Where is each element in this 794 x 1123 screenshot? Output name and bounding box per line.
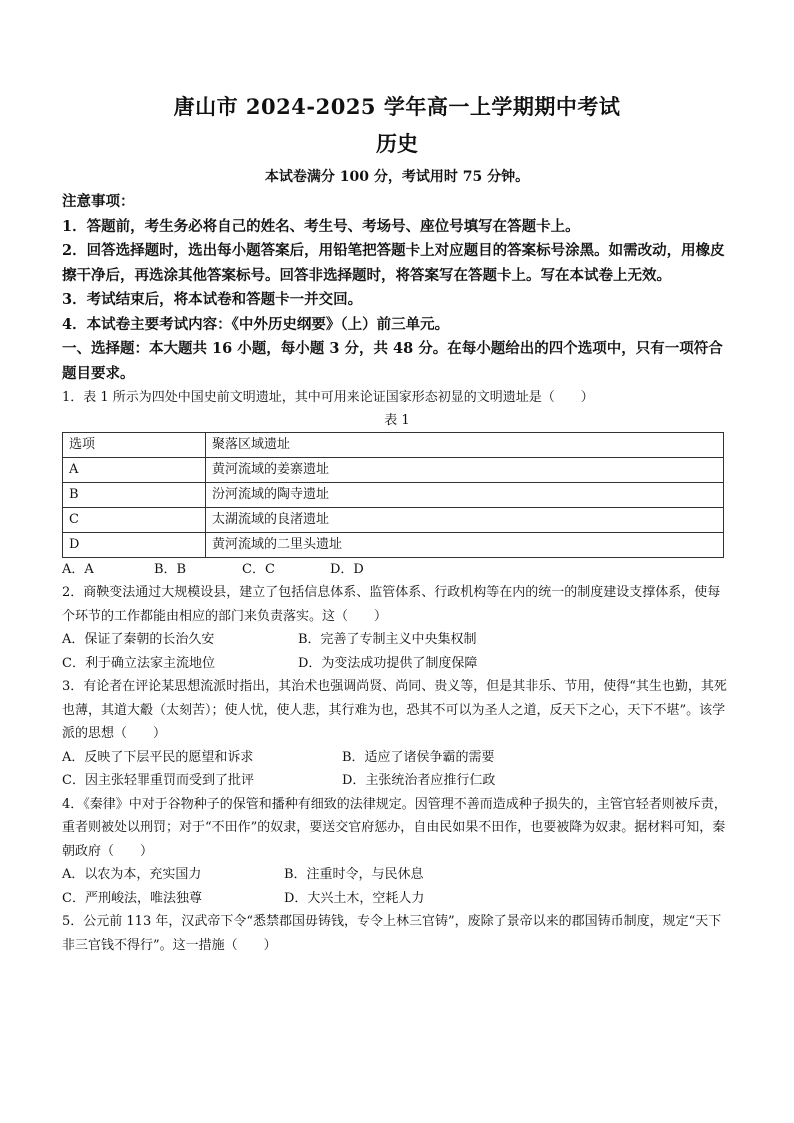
option-b: B．B [154, 561, 187, 577]
question-5-stem: 5．公元前 113 年，汉武帝下令“悉禁郡国毋铸钱，专令上林三官铸”，废除了景帝以来的郡国铸币制度，规定“天下非三官钱不得行”。这一措施（ ） [62, 914, 722, 953]
option-a: A．保证了秦朝的长治久安 [62, 632, 215, 647]
table-row [63, 532, 724, 557]
subject-title: 历史 [376, 131, 418, 156]
table-cell: 汾河流域的陶寺遗址 [206, 482, 724, 507]
table-header-cell: 选项 [63, 432, 206, 457]
table-cell: D [63, 532, 206, 557]
option-c: C．严刑峻法，唯法独尊 [62, 890, 202, 906]
question-2-options-row [62, 628, 732, 652]
table-header-cell: 聚落区域遗址 [206, 432, 724, 457]
question-3-options-row [62, 769, 732, 793]
option-b: B．注重时令，与民休息 [284, 867, 424, 882]
table-cell: C [63, 507, 206, 532]
option-c: C．C [242, 561, 275, 577]
table-cell: 黄河流域的二里头遗址 [206, 532, 724, 557]
notice-item: 1．答题前，考生务必将自己的姓名、考生号、考场号、座位号填写在答题卡上。 [62, 217, 580, 235]
question-3-options-row [62, 746, 732, 770]
option-a: A．A [62, 561, 94, 577]
question-4-options-row [62, 887, 732, 911]
question-1-stem: 1．表 1 所示为四处中国史前文明遗址，其中可用来论证国家形态初显的文明遗址是（ ） [62, 390, 594, 405]
notice-item: 2．回答选择题时，选出每小题答案后，用铅笔把答题卡上对应题目的答案标号涂黑。如需改动，用橡皮擦干净后，再选涂其他答案标号。回答非选择题时，将答案写在答题卡上。写在本试卷上无效。 [62, 242, 725, 284]
table-header-row [63, 432, 724, 457]
score-note: 本试卷满分 100 分，考试用时 75 分钟。 [264, 169, 530, 185]
table-cell: 太湖流域的良渚遗址 [206, 507, 724, 532]
option-a: A．反映了下层平民的愿望和诉求 [62, 749, 254, 765]
exam-title: 唐山市 2024-2025 学年高一上学期期中考试 [173, 94, 621, 119]
option-d: D．D [330, 561, 364, 577]
table-cell: B [63, 482, 206, 507]
notice-item: 4．本试卷主要考试内容：《中外历史纲要》（上）前三单元。 [62, 315, 450, 333]
section-heading: 一、选择题：本大题共 16 小题，每小题 3 分，共 48 分。在每小题给出的四个选项中，只有一项符合题目要求。 [62, 340, 723, 382]
notice-item: 3．考试结束后，将本试卷和答题卡一并交回。 [62, 291, 363, 308]
question-4-options-row [62, 863, 732, 887]
question-2-stem: 2．商鞅变法通过大规模设县，建立了包括信息体系、监管体系、行政机构等在内的统一的制度建设支撑体系，使每个环节的工作都能由相应的部门来负责落实。这（ ） [62, 585, 721, 624]
option-a: A．以农为本，充实国力 [62, 867, 202, 882]
option-c: C．因主张轻罪重罚而受到了批评 [62, 773, 254, 788]
exam-page [62, 90, 732, 957]
table-caption: 表 1 [384, 412, 410, 428]
sites-table [62, 432, 724, 558]
question-2-options-row [62, 652, 732, 676]
table-cell: A [63, 457, 206, 482]
table-cell: 黄河流域的姜寨遗址 [206, 457, 724, 482]
option-d: D．大兴土木，空耗人力 [284, 890, 425, 906]
option-b: B．完善了专制主义中央集权制 [298, 632, 477, 647]
option-b: B．适应了诸侯争霸的需要 [342, 749, 495, 765]
option-d: D．主张统治者应推行仁政 [342, 773, 496, 788]
option-c: C．利于确立法家主流地位 [62, 655, 215, 671]
notice-heading: 注意事项： [62, 193, 135, 210]
table-row [63, 507, 724, 532]
option-d: D．为变法成功提供了制度保障 [298, 655, 478, 671]
question-1-options [62, 558, 732, 582]
table-row [63, 457, 724, 482]
table-row [63, 482, 724, 507]
question-4-stem: 4．《秦律》中对于谷物种子的保管和播种有细致的法律规定。因管理不善而造成种子损失的，主管官轻者则被斥责，重者则被处以刑罚；对于“不田作”的奴隶，要送交官府惩办，自由民如果不田作，也要被降为奴隶。据材料可知，秦朝政府（ ） [62, 796, 727, 859]
question-3-stem: 3．有论者在评论某思想流派时指出，其治术也强调尚贤、尚同、贵义等，但是其非乐、节用，使得“其生也勤，其死也薄，其道大觳（太刻苦）；使人忧，使人悲，其行难为也，恐其不可以为圣人之道，反天下之心，天下不堪”。该学派的思想（ ） [62, 679, 727, 741]
